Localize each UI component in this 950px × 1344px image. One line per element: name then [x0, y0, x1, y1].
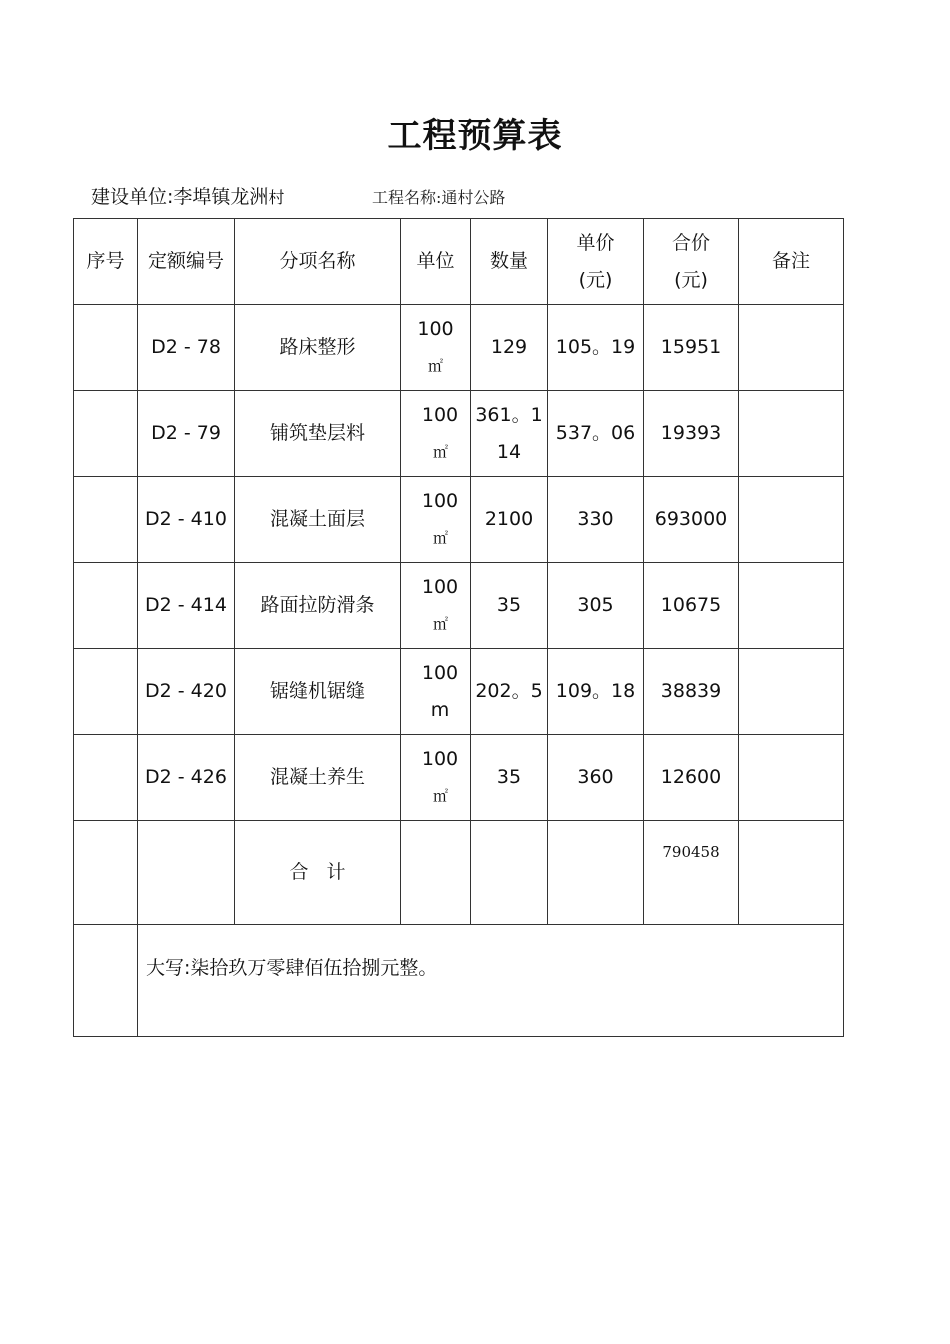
- owner-info: [91, 182, 284, 209]
- cell-code: D2 - 420: [138, 649, 235, 735]
- cell-remark: [739, 821, 844, 925]
- project-name: 工程名称:通村公路: [372, 188, 506, 207]
- header-total-price-top: 合价: [671, 231, 710, 254]
- header-qty: 数量: [471, 219, 548, 305]
- header-code: 定额编号: [138, 219, 235, 305]
- cell-code: [138, 821, 235, 925]
- cell-code: D2 - 426: [138, 735, 235, 821]
- cell-name: 铺筑垫层料: [235, 391, 401, 477]
- cell-seq: [74, 821, 138, 925]
- budget-table: [73, 218, 844, 1037]
- cell-total: 15951: [644, 305, 739, 391]
- cell-unit: [401, 563, 471, 649]
- cell-seq: [74, 563, 138, 649]
- cell-unit: [401, 477, 471, 563]
- header-unit-price: [548, 219, 644, 305]
- unit-number: 100: [421, 489, 459, 512]
- document-title: 工程预算表: [387, 116, 563, 156]
- cell-unit: [401, 649, 471, 735]
- cell-total: 19393: [644, 391, 739, 477]
- table-row: [74, 305, 844, 391]
- unit-number: 100: [421, 575, 459, 598]
- cell-name: 混凝土面层: [235, 477, 401, 563]
- cell-unit-price: 537。06: [548, 391, 644, 477]
- total-label-text: 合计: [289, 861, 364, 883]
- cell-unit-price: 330: [548, 477, 644, 563]
- owner-suffix: 村: [268, 188, 285, 207]
- cell-seq: [74, 735, 138, 821]
- unit-number: 100: [421, 661, 459, 684]
- table-row: [74, 477, 844, 563]
- cell-seq: [74, 305, 138, 391]
- cell-name: 锯缝机锯缝: [235, 649, 401, 735]
- cell-total: 10675: [644, 563, 739, 649]
- unit-symbol: ㎡: [432, 528, 448, 547]
- header-total-price-bottom: (元): [674, 268, 708, 291]
- header-unit-price-bottom: (元): [578, 268, 613, 291]
- cell-code: D2 - 79: [138, 391, 235, 477]
- cell-qty: [471, 821, 548, 925]
- header-total-price: [644, 219, 739, 305]
- unit-number: 100: [421, 403, 459, 426]
- cell-name: 路面拉防滑条: [235, 563, 401, 649]
- cell-name: 混凝土养生: [235, 735, 401, 821]
- table-row: [74, 391, 844, 477]
- cell-seq: [74, 391, 138, 477]
- cell-total: 12600: [644, 735, 739, 821]
- unit-number: 100: [417, 317, 454, 340]
- total-value: 790458: [644, 821, 739, 925]
- cell-total: 38839: [644, 649, 739, 735]
- cell-code: D2 - 414: [138, 563, 235, 649]
- cell-qty: 129: [471, 305, 548, 391]
- unit-number: 100: [421, 747, 459, 770]
- owner-label: 建设单位:李埠镇龙洲: [91, 186, 269, 208]
- unit-symbol: m: [430, 698, 450, 721]
- cell-code: D2 - 410: [138, 477, 235, 563]
- cell-unit-price: 109。18: [548, 649, 644, 735]
- header-remark: 备注: [739, 219, 844, 305]
- cell-seq: [74, 477, 138, 563]
- cell-qty: 2100: [471, 477, 548, 563]
- cell-code: D2 - 78: [138, 305, 235, 391]
- header-seq: 序号: [74, 219, 138, 305]
- cell-total: 693000: [644, 477, 739, 563]
- cell-seq: [74, 649, 138, 735]
- table-row: [74, 563, 844, 649]
- cell-name: 路床整形: [235, 305, 401, 391]
- header-unit: 单位: [401, 219, 471, 305]
- cell-unit-price: [548, 821, 644, 925]
- cell-remark: [739, 305, 844, 391]
- cell-unit-price: 305: [548, 563, 644, 649]
- amount-in-words: 大写:柒拾玖万零肆佰伍拾捌元整。: [138, 925, 844, 1037]
- amount-words-row: [74, 925, 844, 1037]
- table-row: [74, 735, 844, 821]
- cell-qty: 35: [471, 735, 548, 821]
- cell-remark: [739, 563, 844, 649]
- cell-unit: [401, 735, 471, 821]
- unit-symbol: ㎡: [432, 614, 448, 633]
- cell-seq: [74, 925, 138, 1037]
- cell-qty: 361。114: [471, 391, 548, 477]
- cell-remark: [739, 735, 844, 821]
- cell-remark: [739, 649, 844, 735]
- cell-qty: 35: [471, 563, 548, 649]
- header-name: 分项名称: [235, 219, 401, 305]
- total-row: [74, 821, 844, 925]
- total-label: [235, 821, 401, 925]
- header-unit-price-top: 单价: [576, 231, 615, 254]
- cell-unit: [401, 821, 471, 925]
- unit-symbol: ㎡: [427, 356, 443, 375]
- table-header-row: [74, 219, 844, 305]
- cell-unit-price: 105。19: [548, 305, 644, 391]
- cell-remark: [739, 391, 844, 477]
- cell-remark: [739, 477, 844, 563]
- unit-symbol: ㎡: [432, 442, 448, 461]
- cell-qty: 202。5: [471, 649, 548, 735]
- table-row: [74, 649, 844, 735]
- cell-unit: [401, 305, 471, 391]
- cell-unit: [401, 391, 471, 477]
- unit-symbol: ㎡: [432, 786, 448, 805]
- cell-unit-price: 360: [548, 735, 644, 821]
